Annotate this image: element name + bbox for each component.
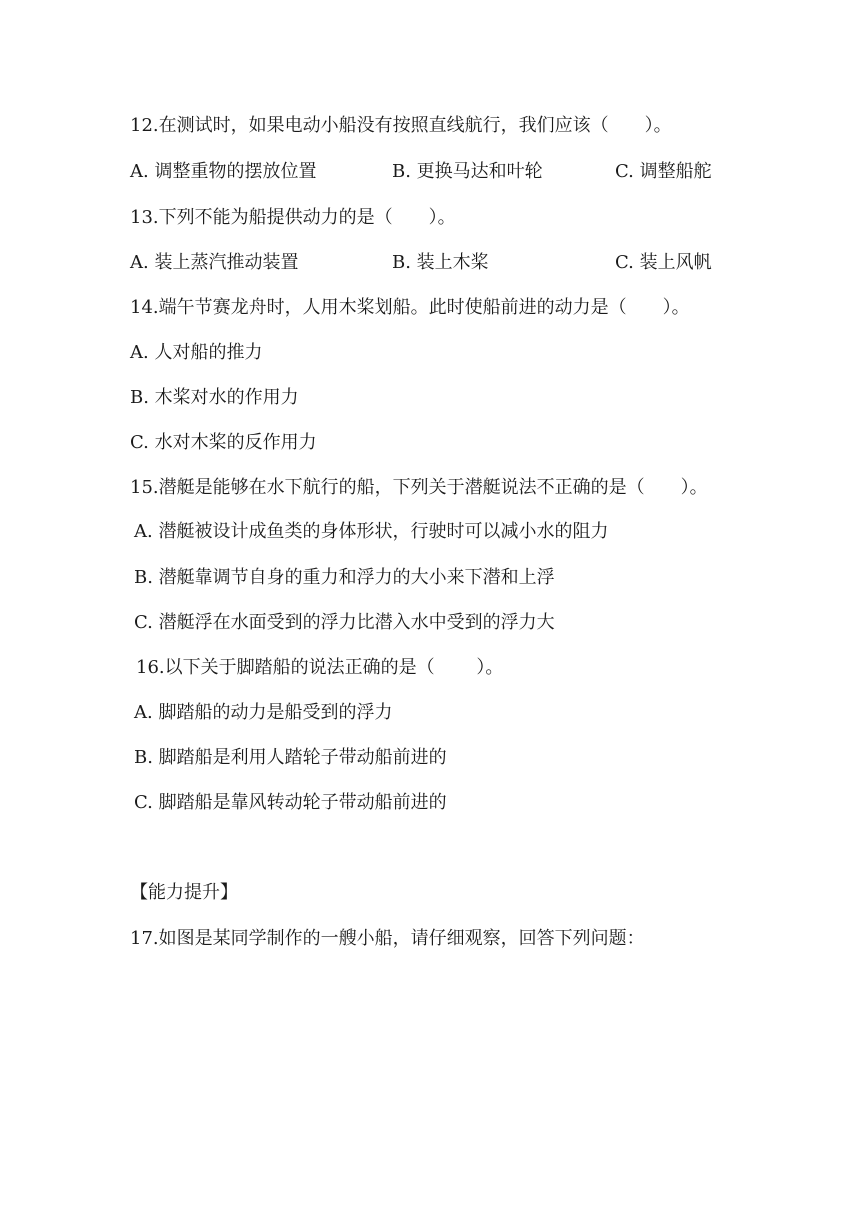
- question-15-option-a: A. 潜艇被设计成鱼类的身体形状，行驶时可以减小水的阻力: [134, 521, 609, 542]
- question-14-stem: 14.端午节赛龙舟时，人用木桨划船。此时使船前进的动力是（ ）。: [130, 297, 690, 318]
- question-13-option-b: B. 装上木桨: [392, 252, 489, 273]
- question-13-stem: 13.下列不能为船提供动力的是（ ）。: [130, 207, 456, 228]
- question-12-option-b: B. 更换马达和叶轮: [392, 161, 543, 182]
- question-12-stem: 12.在测试时，如果电动小船没有按照直线航行，我们应该（ ）。: [130, 115, 672, 136]
- question-14-option-a: A. 人对船的推力: [130, 342, 263, 363]
- question-16-option-b: B. 脚踏船是利用人踏轮子带动船前进的: [134, 747, 447, 768]
- question-12-option-c: C. 调整船舵: [615, 161, 712, 182]
- question-12-option-a: A. 调整重物的摆放位置: [130, 161, 317, 182]
- question-16-stem: 16.以下关于脚踏船的说法正确的是（ ）。: [136, 657, 504, 678]
- question-16-option-c: C. 脚踏船是靠风转动轮子带动船前进的: [134, 792, 447, 813]
- question-15-stem: 15.潜艇是能够在水下航行的船，下列关于潜艇说法不正确的是（ ）。: [130, 477, 708, 498]
- question-12-options: [130, 160, 830, 184]
- question-13-options: [130, 251, 830, 275]
- question-14-option-b: B. 木桨对水的作用力: [130, 387, 299, 408]
- section-heading: 【能力提升】: [130, 882, 238, 903]
- question-14-option-c: C. 水对木桨的反作用力: [130, 432, 317, 453]
- question-17-stem: 17.如图是某同学制作的一艘小船，请仔细观察，回答下列问题：: [130, 928, 645, 949]
- question-16-option-a: A. 脚踏船的动力是船受到的浮力: [134, 702, 393, 723]
- question-15-option-c: C. 潜艇浮在水面受到的浮力比潜入水中受到的浮力大: [134, 612, 555, 633]
- question-15-option-b: B. 潜艇靠调节自身的重力和浮力的大小来下潜和上浮: [134, 567, 555, 588]
- question-13-option-a: A. 装上蒸汽推动装置: [130, 252, 299, 273]
- question-13-option-c: C. 装上风帆: [615, 252, 712, 273]
